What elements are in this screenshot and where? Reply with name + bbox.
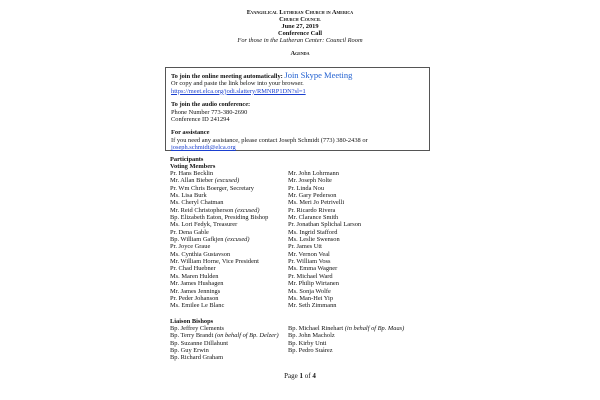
member-name: Mr. Reid Christopherson <box>170 206 235 214</box>
email-link[interactable]: joseph.schmidt@elca.org <box>171 144 236 152</box>
copy-text: Or copy and paste the link below into your browser. <box>171 80 304 88</box>
liaison-left <box>170 325 279 362</box>
online-label: To join the online meeting automatically: <box>171 73 283 80</box>
liaison-right <box>288 325 404 354</box>
list-item <box>170 207 268 214</box>
meeting-type: Conference Call <box>277 29 323 37</box>
member-name: Ms. Cheryl Chatman <box>170 199 224 207</box>
member-name: Ms. Cynthia Gustavson <box>170 250 231 258</box>
list-item <box>288 170 361 177</box>
page-footer <box>0 372 600 380</box>
member-note: (on behalf of Bp. Delzer) <box>214 332 279 340</box>
list-item <box>288 236 361 243</box>
list-item <box>288 207 361 214</box>
list-item <box>288 192 361 199</box>
list-item <box>170 199 268 206</box>
list-item <box>288 288 361 295</box>
member-note: (excused) <box>214 177 240 185</box>
phone-number: Phone Number 773-380-2690 <box>171 108 248 116</box>
list-item <box>288 347 404 354</box>
voting-members-right <box>288 170 361 310</box>
list-item <box>170 214 268 221</box>
list-item <box>170 302 268 309</box>
agenda-heading: Agenda <box>290 50 310 57</box>
member-name: Pr. Ricardo Rivera <box>288 206 336 214</box>
list-item <box>288 273 361 280</box>
voting-members-heading: Voting Members <box>170 163 216 170</box>
member-name: Pr. Chad Huebner <box>170 265 216 273</box>
org-name: Evangelical Lutheran Church in America <box>246 9 354 16</box>
member-name: Pr. Joyce Graue <box>170 243 211 251</box>
meeting-date: June 27, 2019 <box>281 22 319 30</box>
member-note: (in behalf of Bp. Maas) <box>344 325 405 332</box>
document-header <box>0 10 600 45</box>
member-name: Ms. Sonja Wolfe <box>288 287 331 295</box>
conference-id: Conference ID 241294 <box>171 116 230 124</box>
member-name: Ms. Man-Hei Yip <box>288 294 334 302</box>
member-name: Bp. Richard Graham <box>170 354 224 362</box>
member-name: Pr. Jonathan Splichal Larson <box>288 221 362 229</box>
assist-text: If you need any assistance, please contact Joseph Schmidt (773) 380-2438 or <box>171 136 368 144</box>
list-item <box>170 273 268 280</box>
participants-heading: Participants <box>170 156 204 163</box>
list-item <box>170 288 268 295</box>
audio-label: To join the audio conference: <box>171 101 251 109</box>
list-item <box>288 251 361 258</box>
list-item <box>170 340 279 347</box>
member-name: Bp. Kirby Unti <box>288 339 327 347</box>
page-number: 1 <box>299 372 303 380</box>
list-item <box>170 258 268 265</box>
list-item <box>288 243 361 250</box>
list-item <box>170 347 279 354</box>
member-name: Ms. Emma Wagner <box>288 265 338 273</box>
list-item <box>288 221 361 228</box>
member-name: Bp. John Macholz <box>288 332 335 340</box>
member-name: Ms. Ingrid Stafford <box>288 228 338 236</box>
member-name: Pr. Hans Becklin <box>170 170 214 177</box>
member-name: Pr. William Voss <box>288 258 331 266</box>
member-note: (excused) <box>234 206 260 214</box>
list-item <box>170 170 268 177</box>
member-name: Mr. Seth Zimmann <box>288 302 337 310</box>
member-name: Pr. Dena Gable <box>170 228 209 236</box>
member-name: Pr. Michael Ward <box>288 272 333 280</box>
list-item <box>170 265 268 272</box>
participants-heading-block <box>170 156 215 170</box>
assist-label: For assistance <box>171 129 210 137</box>
list-item <box>288 265 361 272</box>
member-name: Mr. James Hushagen <box>170 280 224 288</box>
list-item <box>288 199 361 206</box>
member-name: Bp. Pedro Suárez <box>288 347 333 355</box>
list-item <box>288 177 361 184</box>
member-name: Bp. Jeffrey Clements <box>170 325 225 332</box>
list-item <box>170 325 279 332</box>
list-item <box>170 243 268 250</box>
page-prefix: Page <box>284 372 300 380</box>
list-item <box>288 295 361 302</box>
list-item <box>170 236 268 243</box>
voting-members-left <box>170 170 268 310</box>
list-item <box>288 340 404 347</box>
list-item <box>288 325 404 332</box>
member-name: Mr. Gary Pederson <box>288 192 337 200</box>
list-item <box>170 354 279 361</box>
list-item <box>170 295 268 302</box>
list-item <box>170 332 279 339</box>
list-item <box>288 185 361 192</box>
member-name: Ms. Emilee Le Blanc <box>170 302 225 310</box>
member-name: Mr. James Jennings <box>170 287 221 295</box>
member-name: Pr. James Utt <box>288 243 322 251</box>
meeting-location: For those in the Lutheran Center: Council Room <box>237 36 363 44</box>
list-item <box>170 229 268 236</box>
list-item <box>288 229 361 236</box>
council-name: Church Council <box>279 15 321 23</box>
member-name: Mr. Joseph Nolte <box>288 177 332 185</box>
member-name: Mr. Clarance Smith <box>288 214 339 222</box>
list-item <box>170 221 268 228</box>
member-name: Ms. Meri Jo Petrivelli <box>288 199 345 207</box>
meeting-info-box <box>165 67 430 151</box>
list-item <box>170 280 268 287</box>
meeting-url-link[interactable]: https://meet.elca.org/jodi.slattery/RMNRP1DN?sl=1 <box>171 87 306 95</box>
member-name: Mr. Philip Wirtanen <box>288 280 339 288</box>
liaison-heading: Liaison Bishops <box>170 318 214 325</box>
member-name: Mr. Vernon Veal <box>288 250 330 258</box>
list-item <box>170 192 268 199</box>
member-name: Mr. William Horne, Vice President <box>170 258 259 266</box>
page-total: 4 <box>312 372 316 380</box>
list-item <box>170 251 268 258</box>
member-name: Mr. Allan Bieber <box>170 177 215 185</box>
list-item <box>288 258 361 265</box>
member-name: Ms. Maren Hulden <box>170 272 219 280</box>
member-name: Bp. Elizabeth Eaton, Presiding Bishop <box>170 214 269 222</box>
member-name: Ms. Leslie Swenson <box>288 236 340 244</box>
member-note: (excused) <box>225 236 250 244</box>
member-name: Ms. Lisa Burk <box>170 192 207 200</box>
list-item <box>170 185 268 192</box>
member-name: Bp. Michael Rinehart <box>288 325 345 332</box>
member-name: Pr. Linda Nou <box>288 184 325 192</box>
list-item <box>288 280 361 287</box>
member-name: Pr. Peder Johanson <box>170 294 219 302</box>
join-skype-link[interactable]: Join Skype Meeting <box>284 70 353 80</box>
list-item <box>170 177 268 184</box>
list-item <box>288 302 361 309</box>
member-name: Bp. William Gafkjen <box>170 236 226 244</box>
member-name: Ms. Lori Fedyk, Treasurer <box>170 221 238 229</box>
member-name: Bp. Suzanne Dillahunt <box>170 339 229 347</box>
list-item <box>288 332 404 339</box>
member-name: Bp. Terry Brandt <box>170 332 215 340</box>
member-name: Bp. Guy Erwin <box>170 347 209 355</box>
member-name: Pr. Wm Chris Boerger, Secretary <box>170 184 254 192</box>
member-name: Mr. John Lohrmann <box>288 170 339 177</box>
page-of: of <box>303 372 313 380</box>
list-item <box>288 214 361 221</box>
